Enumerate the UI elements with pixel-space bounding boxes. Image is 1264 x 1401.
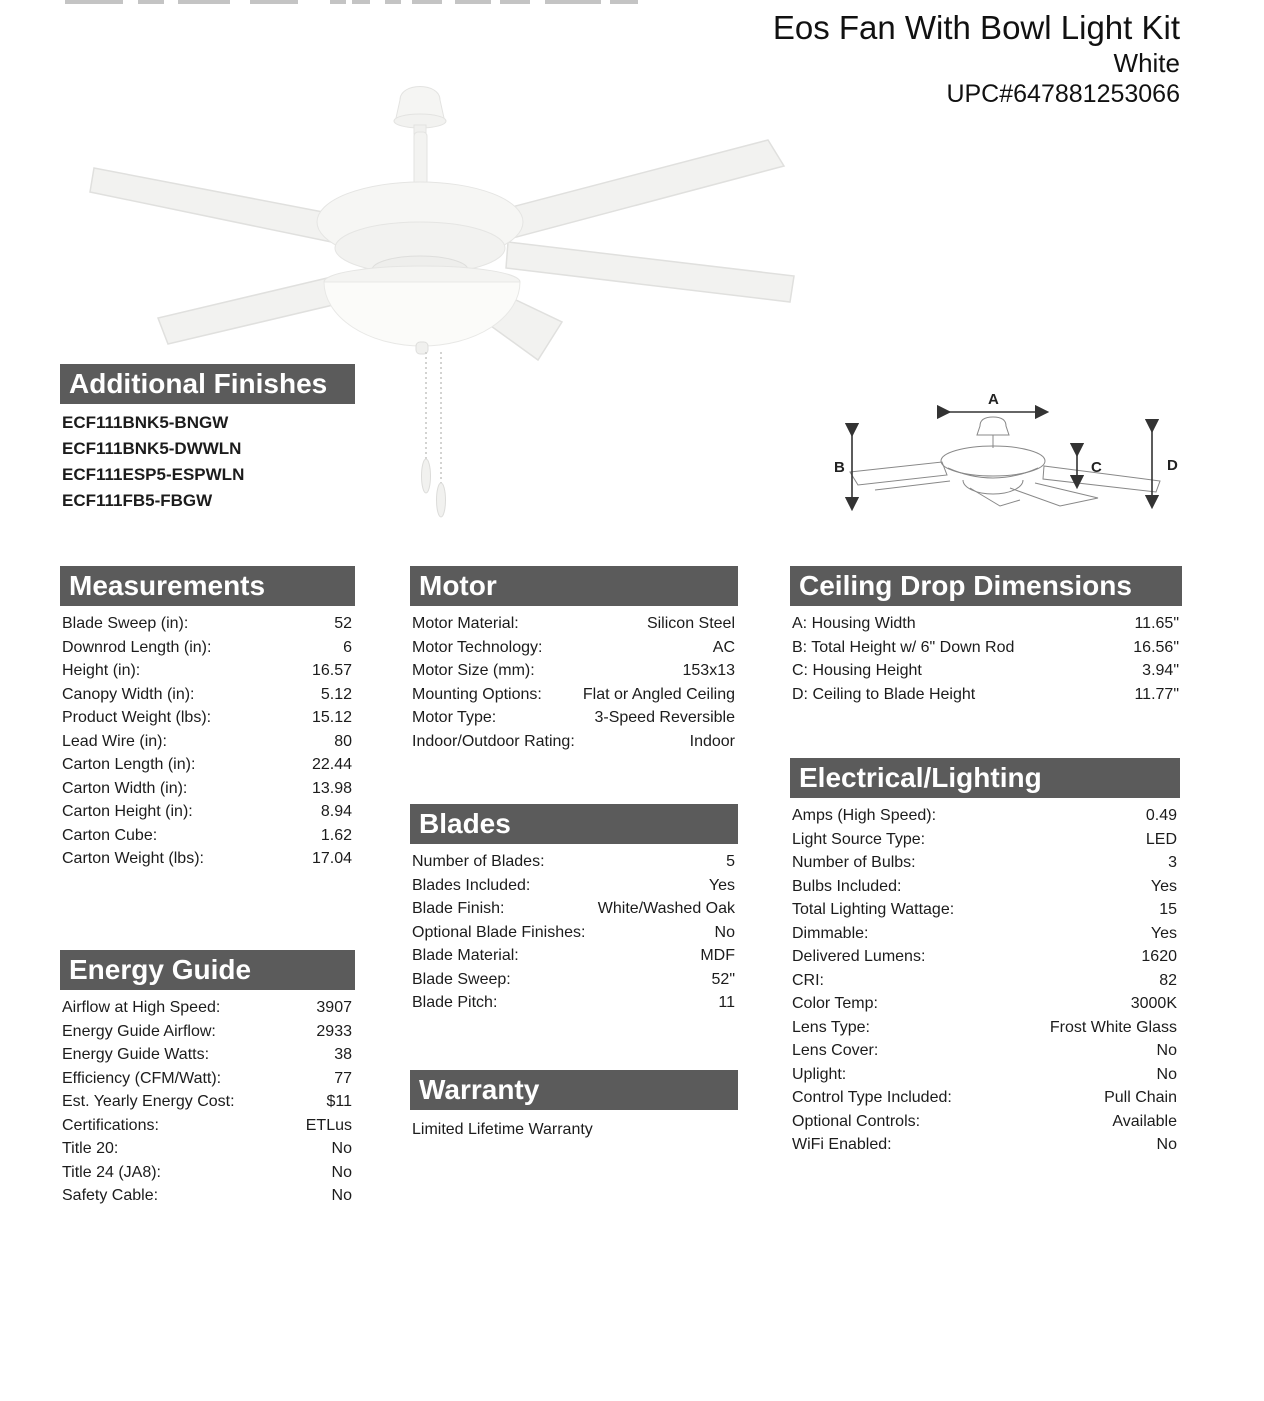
spec-label: Canopy Width (in):: [62, 685, 195, 703]
spec-label: Title 24 (JA8):: [62, 1163, 161, 1181]
spec-value: 153x13: [682, 662, 735, 679]
spec-label: Blade Pitch:: [412, 994, 498, 1011]
spec-value: 6: [343, 638, 352, 656]
spec-label: Product Weight (lbs):: [62, 709, 212, 726]
spec-value: 16.56": [1133, 638, 1179, 656]
spec-label: Mounting Options:: [412, 685, 542, 703]
spec-value: 77: [334, 1069, 352, 1087]
spec-row: [410, 921, 738, 945]
section-measurements: [60, 566, 355, 871]
spec-row: [60, 612, 355, 636]
section-header: Electrical/Lighting: [790, 758, 1180, 798]
spec-label: Blade Material:: [412, 947, 519, 964]
diagram-label-d: D: [1167, 457, 1178, 474]
spec-row: [410, 730, 738, 754]
finish-item: ECF111BNK5-DWWLN: [62, 439, 242, 458]
spec-label: Airflow at High Speed:: [62, 999, 221, 1016]
spec-label: Downrod Length (in):: [62, 638, 212, 656]
spec-label: D: Ceiling to Blade Height: [792, 685, 976, 703]
spec-row: [410, 612, 738, 636]
spec-value: 1620: [1141, 948, 1177, 965]
spec-row: [60, 1184, 355, 1208]
spec-row: [790, 828, 1180, 852]
spec-value: 3.94": [1142, 662, 1179, 679]
spec-value: 52: [334, 615, 352, 632]
spec-value: 11.77": [1134, 685, 1179, 703]
spec-row: [60, 847, 355, 871]
spec-row: [60, 753, 355, 777]
spec-label: Motor Technology:: [412, 638, 543, 656]
spec-label: Blade Finish:: [412, 900, 505, 917]
cropped-text-remnant: [0, 0, 1264, 5]
spec-row: [60, 1090, 355, 1114]
spec-label: Amps (High Speed):: [792, 807, 937, 824]
finish-item: ECF111ESP5-ESPWLN: [62, 465, 245, 484]
spec-row: [60, 1020, 355, 1044]
spec-row: [60, 1067, 355, 1091]
spec-label: Carton Cube:: [62, 826, 158, 844]
spec-label: Carton Length (in):: [62, 756, 196, 773]
spec-row: [60, 1161, 355, 1185]
section-header: Additional Finishes: [60, 364, 355, 404]
finish-item: ECF111FB5-FBGW: [62, 491, 213, 510]
section-header: Warranty: [410, 1070, 738, 1110]
spec-row: [60, 636, 355, 660]
spec-row: [790, 1110, 1180, 1134]
section-additional-finishes: [60, 364, 355, 514]
section-header: Ceiling Drop Dimensions: [790, 566, 1182, 606]
spec-row: [60, 824, 355, 848]
spec-label: Lens Type:: [792, 1018, 870, 1036]
spec-label: B: Total Height w/ 6" Down Rod: [792, 638, 1015, 656]
spec-label: Total Lighting Wattage:: [792, 901, 955, 918]
spec-row: [790, 1039, 1180, 1063]
spec-row: [60, 659, 355, 683]
spec-row: [410, 706, 738, 730]
spec-value: AC: [712, 638, 735, 656]
spec-value: LED: [1145, 830, 1177, 848]
spec-label: Optional Controls:: [792, 1112, 921, 1130]
spec-label: Certifications:: [62, 1116, 159, 1134]
spec-value: 22.44: [311, 756, 352, 773]
finish-item: ECF111BNK5-BNGW: [62, 413, 229, 432]
spec-value: No: [1156, 1065, 1177, 1083]
spec-row: [790, 1133, 1180, 1157]
spec-value: 8.94: [320, 803, 352, 820]
spec-row: [60, 996, 355, 1020]
spec-row: [60, 683, 355, 707]
spec-value: Yes: [1150, 924, 1177, 942]
spec-value: No: [1156, 1042, 1177, 1059]
spec-row: [790, 898, 1180, 922]
spec-row: [60, 706, 355, 730]
spec-row: [790, 612, 1182, 636]
spec-value: 0.49: [1145, 807, 1177, 824]
spec-value: 5.12: [320, 685, 352, 703]
spec-label: Est. Yearly Energy Cost:: [62, 1093, 235, 1110]
spec-value: 3-Speed Reversible: [594, 709, 735, 726]
spec-value: 38: [334, 1046, 352, 1063]
spec-row: [790, 636, 1182, 660]
spec-row: [60, 777, 355, 801]
spec-value: 3907: [316, 999, 352, 1016]
spec-label: Efficiency (CFM/Watt):: [62, 1069, 222, 1087]
spec-label: Bulbs Included:: [792, 877, 902, 895]
diagram-label-a: A: [988, 391, 999, 408]
spec-value: White/Washed Oak: [597, 900, 735, 917]
spec-label: CRI:: [792, 971, 824, 989]
spec-label: Title 20:: [62, 1140, 119, 1157]
spec-label: Blades Included:: [412, 876, 531, 894]
warranty-text: Limited Lifetime Warranty: [412, 1121, 593, 1138]
spec-value: 11.65": [1134, 615, 1179, 632]
spec-row: [60, 1043, 355, 1067]
spec-row: [790, 969, 1180, 993]
spec-value: 13.98: [311, 779, 352, 797]
spec-row: [790, 1016, 1180, 1040]
section-ceiling-drop-dimensions: [790, 566, 1182, 706]
spec-value: 17.04: [311, 850, 352, 867]
diagram-label-c: C: [1091, 459, 1102, 476]
spec-row: [790, 875, 1180, 899]
spec-label: Carton Height (in):: [62, 803, 193, 820]
spec-label: Number of Bulbs:: [792, 854, 916, 871]
spec-value: 2933: [316, 1022, 352, 1040]
spec-row: [60, 1114, 355, 1138]
spec-label: C: Housing Height: [792, 662, 922, 679]
upc-code: UPC#647881253066: [946, 80, 1180, 108]
section-motor: [410, 566, 738, 753]
spec-row: [790, 851, 1180, 875]
section-header: Blades: [410, 804, 738, 844]
spec-value: Indoor: [689, 732, 735, 750]
spec-label: Uplight:: [792, 1065, 847, 1083]
spec-value: No: [714, 923, 735, 941]
section-header: Motor: [410, 566, 738, 606]
page-title: Eos Fan With Bowl Light Kit: [772, 9, 1180, 46]
spec-row: [790, 992, 1180, 1016]
spec-value: No: [331, 1163, 352, 1181]
spec-value: No: [1156, 1136, 1177, 1153]
spec-value: ETLus: [305, 1116, 352, 1134]
dimension-diagram: [830, 388, 1195, 543]
spec-value: 1.62: [320, 826, 352, 844]
spec-row: [790, 1063, 1180, 1087]
spec-value: Available: [1112, 1112, 1177, 1130]
spec-value: 15.12: [311, 709, 352, 726]
spec-label: Control Type Included:: [792, 1089, 952, 1106]
spec-row: [410, 968, 738, 992]
spec-label: Number of Blades:: [412, 853, 545, 870]
spec-row: [60, 800, 355, 824]
spec-label: Motor Type:: [412, 709, 497, 726]
spec-label: Motor Size (mm):: [412, 662, 535, 679]
spec-label: Delivered Lumens:: [792, 948, 926, 965]
spec-label: Energy Guide Watts:: [62, 1046, 210, 1063]
spec-label: Blade Sweep (in):: [62, 615, 189, 632]
spec-label: Color Temp:: [792, 995, 878, 1012]
spec-label: A: Housing Width: [792, 615, 916, 632]
spec-value: 11: [718, 994, 735, 1011]
spec-value: 16.57: [311, 662, 352, 679]
spec-value: 3: [1168, 854, 1177, 871]
spec-value: No: [331, 1140, 352, 1157]
spec-row: [410, 636, 738, 660]
spec-value: 15: [1159, 901, 1177, 918]
spec-label: Dimmable:: [792, 924, 869, 942]
spec-label: Carton Weight (lbs):: [62, 850, 204, 867]
spec-label: Height (in):: [62, 662, 141, 679]
spec-value: Flat or Angled Ceiling: [582, 685, 735, 703]
spec-row: [790, 922, 1180, 946]
spec-row: [410, 659, 738, 683]
spec-value: 52": [711, 970, 735, 988]
spec-row: [410, 897, 738, 921]
spec-label: Lens Cover:: [792, 1042, 879, 1059]
spec-label: Lead Wire (in):: [62, 732, 167, 750]
section-header: Measurements: [60, 566, 355, 606]
spec-value: Silicon Steel: [646, 615, 735, 632]
spec-value: Yes: [1150, 877, 1177, 895]
finish-name: White: [1113, 48, 1180, 78]
spec-label: Optional Blade Finishes:: [412, 923, 586, 941]
spec-row: [790, 683, 1182, 707]
spec-row: [790, 804, 1180, 828]
spec-value: MDF: [700, 947, 735, 964]
section-electrical-lighting: [790, 758, 1180, 1157]
spec-value: Yes: [708, 876, 735, 894]
section-header: Energy Guide: [60, 950, 355, 990]
spec-label: Energy Guide Airflow:: [62, 1022, 216, 1040]
spec-row: [410, 850, 738, 874]
spec-value: 5: [726, 853, 735, 870]
spec-value: $11: [326, 1093, 352, 1110]
spec-row: [410, 991, 738, 1015]
diagram-label-b: B: [834, 459, 845, 476]
spec-row: [410, 874, 738, 898]
spec-value: 82: [1159, 971, 1177, 989]
spec-row: [790, 1086, 1180, 1110]
spec-value: Frost White Glass: [1049, 1018, 1177, 1036]
title-block: [773, 8, 1180, 110]
spec-row: [410, 944, 738, 968]
spec-label: Carton Width (in):: [62, 779, 188, 797]
spec-value: Pull Chain: [1104, 1089, 1177, 1106]
spec-row: [60, 1137, 355, 1161]
spec-label: Blade Sweep:: [412, 970, 511, 988]
spec-row: [790, 945, 1180, 969]
spec-value: No: [331, 1187, 352, 1204]
section-blades: [410, 804, 738, 1015]
spec-label: Light Source Type:: [792, 830, 926, 848]
spec-label: Safety Cable:: [62, 1187, 159, 1204]
spec-label: Indoor/Outdoor Rating:: [412, 732, 575, 750]
finish-list: [60, 410, 355, 514]
spec-row: [790, 659, 1182, 683]
spec-value: 3000K: [1130, 995, 1177, 1012]
spec-row: [410, 683, 738, 707]
section-energy-guide: [60, 950, 355, 1208]
section-warranty: [410, 1070, 738, 1142]
spec-label: WiFi Enabled:: [792, 1136, 892, 1153]
spec-value: 80: [334, 732, 352, 750]
spec-label: Motor Material:: [412, 615, 519, 632]
spec-row: [60, 730, 355, 754]
